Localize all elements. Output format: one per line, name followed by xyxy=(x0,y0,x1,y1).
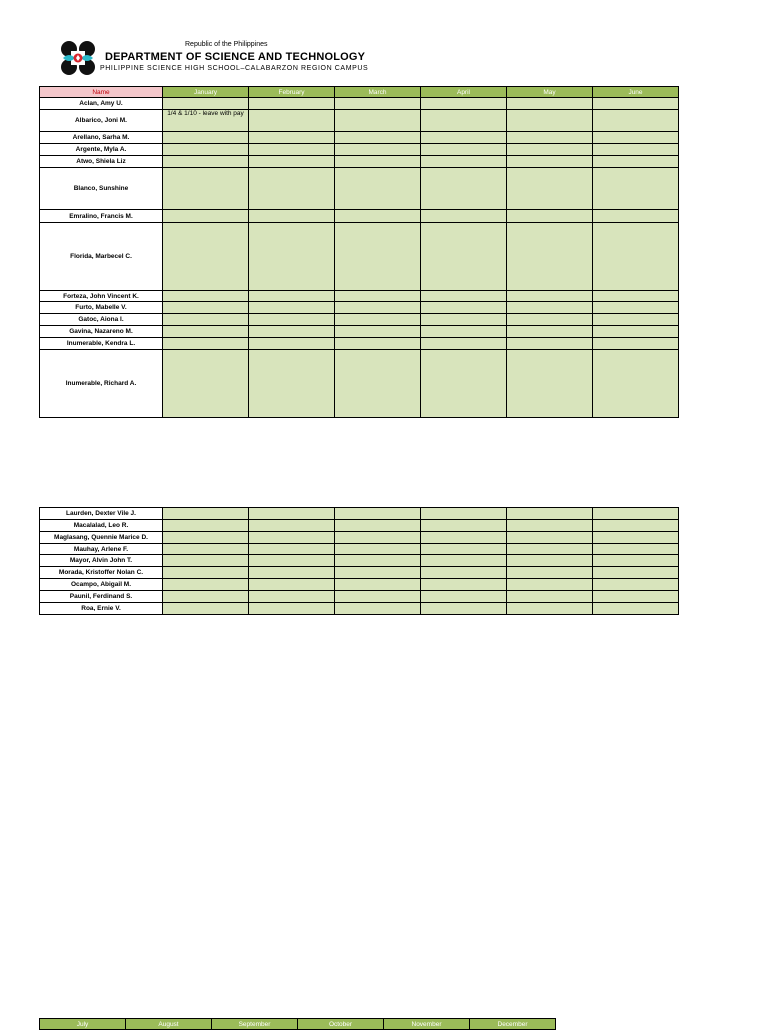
employee-name: Mauhay, Arlene F. xyxy=(40,544,163,555)
month-cell[interactable] xyxy=(593,326,679,338)
month-cell[interactable] xyxy=(249,350,335,418)
month-cell[interactable] xyxy=(163,579,249,591)
month-cell[interactable] xyxy=(421,110,507,132)
month-cell[interactable] xyxy=(163,210,249,223)
month-cell[interactable] xyxy=(163,144,249,156)
month-cell[interactable] xyxy=(335,210,421,223)
employee-name: Albarico, Joni M. xyxy=(40,110,163,132)
month-cell[interactable] xyxy=(421,532,507,544)
employee-name: Argente, Myla A. xyxy=(40,144,163,156)
table-row xyxy=(40,326,679,338)
month-cell[interactable] xyxy=(335,603,421,615)
month-cell[interactable] xyxy=(249,508,335,520)
employee-name: Inumerable, Richard A. xyxy=(40,350,163,418)
month-cell[interactable] xyxy=(335,98,421,110)
table-row xyxy=(40,98,679,110)
month-cell[interactable] xyxy=(249,144,335,156)
employee-name: Macalalad, Leo R. xyxy=(40,520,163,532)
table-row xyxy=(40,156,679,168)
month-cell[interactable] xyxy=(593,520,679,532)
employee-name: Arellano, Sarha M. xyxy=(40,132,163,144)
month-cell[interactable] xyxy=(421,291,507,302)
name-column-header: Name xyxy=(40,87,163,98)
employee-name: Morada, Kristoffer Nolan C. xyxy=(40,567,163,579)
month-cell[interactable] xyxy=(593,350,679,418)
attendance-table-second-half-header xyxy=(39,1018,556,1030)
table-row xyxy=(40,314,679,326)
attendance-table-main xyxy=(39,86,679,418)
month-cell[interactable] xyxy=(335,350,421,418)
month-cell[interactable] xyxy=(249,210,335,223)
table-row xyxy=(40,302,679,314)
employee-name: Florida, Marbecel C. xyxy=(40,223,163,291)
month-cell[interactable]: 1/4 & 1/10 - leave with pay xyxy=(163,110,249,132)
employee-name: Mayor, Alvin John T. xyxy=(40,555,163,567)
month-cell[interactable] xyxy=(593,302,679,314)
month-header: October xyxy=(298,1019,384,1030)
document-header xyxy=(60,38,380,78)
month-cell[interactable] xyxy=(163,338,249,350)
table-row xyxy=(40,555,679,567)
employee-name: Emralino, Francis M. xyxy=(40,210,163,223)
month-cell[interactable] xyxy=(421,603,507,615)
month-cell[interactable] xyxy=(593,555,679,567)
month-header: March xyxy=(335,87,421,98)
table-row xyxy=(40,567,679,579)
month-cell[interactable] xyxy=(335,110,421,132)
employee-name: Inumerable, Kendra L. xyxy=(40,338,163,350)
table-row xyxy=(40,338,679,350)
month-cell[interactable] xyxy=(249,302,335,314)
month-cell[interactable] xyxy=(507,567,593,579)
month-cell[interactable] xyxy=(335,302,421,314)
month-cell[interactable] xyxy=(249,532,335,544)
month-cell[interactable] xyxy=(507,132,593,144)
table-row xyxy=(40,144,679,156)
month-cell[interactable] xyxy=(249,110,335,132)
employee-name: Roa, Ernie V. xyxy=(40,603,163,615)
month-cell[interactable] xyxy=(163,532,249,544)
month-cell[interactable] xyxy=(163,350,249,418)
month-cell[interactable] xyxy=(249,314,335,326)
month-cell[interactable] xyxy=(249,567,335,579)
month-cell[interactable] xyxy=(335,544,421,555)
month-cell[interactable] xyxy=(163,132,249,144)
month-cell[interactable] xyxy=(507,520,593,532)
month-cell[interactable] xyxy=(593,532,679,544)
employee-name: Forteza, John Vincent K. xyxy=(40,291,163,302)
table-row xyxy=(40,532,679,544)
month-cell[interactable] xyxy=(163,520,249,532)
month-cell[interactable] xyxy=(593,132,679,144)
month-cell[interactable] xyxy=(593,338,679,350)
month-cell[interactable] xyxy=(507,579,593,591)
month-cell[interactable] xyxy=(249,223,335,291)
table-row xyxy=(40,110,679,132)
month-cell[interactable] xyxy=(593,210,679,223)
month-cell[interactable] xyxy=(249,156,335,168)
month-cell[interactable] xyxy=(163,156,249,168)
month-header: September xyxy=(212,1019,298,1030)
month-cell[interactable] xyxy=(421,210,507,223)
month-cell[interactable] xyxy=(249,326,335,338)
month-cell[interactable] xyxy=(335,132,421,144)
month-cell[interactable] xyxy=(335,168,421,210)
month-cell[interactable] xyxy=(421,98,507,110)
month-header-row xyxy=(40,87,679,98)
month-cell[interactable] xyxy=(507,314,593,326)
month-cell[interactable] xyxy=(593,168,679,210)
month-cell[interactable] xyxy=(335,144,421,156)
month-cell[interactable] xyxy=(249,579,335,591)
month-cell[interactable] xyxy=(421,144,507,156)
month-cell[interactable] xyxy=(421,156,507,168)
employee-name: Gavina, Nazareno M. xyxy=(40,326,163,338)
month-cell[interactable] xyxy=(507,156,593,168)
month-cell[interactable] xyxy=(163,291,249,302)
month-cell[interactable] xyxy=(507,110,593,132)
month-cell[interactable] xyxy=(507,144,593,156)
month-cell[interactable] xyxy=(335,338,421,350)
month-cell[interactable] xyxy=(421,314,507,326)
month-cell[interactable] xyxy=(507,544,593,555)
month-header: November xyxy=(384,1019,470,1030)
month-cell[interactable] xyxy=(335,532,421,544)
month-cell[interactable] xyxy=(507,302,593,314)
month-cell[interactable] xyxy=(163,544,249,555)
month-cell[interactable] xyxy=(421,350,507,418)
month-cell[interactable] xyxy=(335,326,421,338)
month-cell[interactable] xyxy=(163,326,249,338)
month-cell[interactable] xyxy=(335,520,421,532)
table-row xyxy=(40,579,679,591)
month-cell[interactable] xyxy=(249,98,335,110)
month-cell[interactable] xyxy=(593,579,679,591)
month-cell[interactable] xyxy=(593,544,679,555)
month-cell[interactable] xyxy=(507,350,593,418)
employee-name: Atwo, Shiela Liz xyxy=(40,156,163,168)
month-cell[interactable] xyxy=(249,591,335,603)
month-cell[interactable] xyxy=(593,591,679,603)
month-cell[interactable] xyxy=(507,532,593,544)
table-row xyxy=(40,210,679,223)
month-cell[interactable] xyxy=(507,591,593,603)
month-cell[interactable] xyxy=(421,544,507,555)
month-cell[interactable] xyxy=(593,223,679,291)
month-cell[interactable] xyxy=(163,302,249,314)
month-cell[interactable] xyxy=(507,98,593,110)
month-header: December xyxy=(470,1019,556,1030)
table-row xyxy=(40,168,679,210)
month-cell[interactable] xyxy=(507,555,593,567)
month-cell[interactable] xyxy=(507,326,593,338)
table-row xyxy=(40,520,679,532)
month-cell[interactable] xyxy=(421,591,507,603)
month-cell[interactable] xyxy=(507,508,593,520)
month-cell[interactable] xyxy=(249,603,335,615)
month-cell[interactable] xyxy=(335,591,421,603)
month-cell[interactable] xyxy=(421,555,507,567)
month-cell[interactable] xyxy=(249,520,335,532)
month-cell[interactable] xyxy=(249,555,335,567)
month-cell[interactable] xyxy=(249,544,335,555)
month-cell[interactable] xyxy=(593,156,679,168)
employee-name: Ocampo, Abigail M. xyxy=(40,579,163,591)
table-row xyxy=(40,350,679,418)
month-cell[interactable] xyxy=(421,168,507,210)
month-cell[interactable] xyxy=(421,520,507,532)
month-cell[interactable] xyxy=(507,210,593,223)
month-cell[interactable] xyxy=(421,508,507,520)
table-row xyxy=(40,291,679,302)
month-cell[interactable] xyxy=(593,314,679,326)
month-cell[interactable] xyxy=(163,98,249,110)
table-row xyxy=(40,544,679,555)
pshs-logo-icon xyxy=(60,40,96,76)
month-cell[interactable] xyxy=(593,603,679,615)
campus-subtitle: PHILIPPINE SCIENCE HIGH SCHOOL–CALABARZON REGION CAMPUS xyxy=(100,65,369,72)
month-header: April xyxy=(421,87,507,98)
month-cell[interactable] xyxy=(421,579,507,591)
employee-name: Maglasang, Quennie Marice D. xyxy=(40,532,163,544)
month-cell[interactable] xyxy=(507,168,593,210)
month-cell[interactable] xyxy=(507,338,593,350)
month-cell[interactable] xyxy=(163,591,249,603)
month-cell[interactable] xyxy=(421,326,507,338)
employee-name: Aclan, Amy U. xyxy=(40,98,163,110)
month-cell[interactable] xyxy=(163,603,249,615)
month-cell[interactable] xyxy=(163,168,249,210)
month-cell[interactable] xyxy=(593,508,679,520)
employee-name: Laurden, Dexter Vile J. xyxy=(40,508,163,520)
employee-name: Blanco, Sunshine xyxy=(40,168,163,210)
month-cell[interactable] xyxy=(163,223,249,291)
month-cell[interactable] xyxy=(335,567,421,579)
table-row xyxy=(40,132,679,144)
month-header: January xyxy=(163,87,249,98)
month-header: May xyxy=(507,87,593,98)
month-cell[interactable] xyxy=(335,314,421,326)
month-cell[interactable] xyxy=(421,338,507,350)
republic-label: Republic of the Philippines xyxy=(185,41,268,48)
month-cell[interactable] xyxy=(593,567,679,579)
month-cell[interactable] xyxy=(593,98,679,110)
month-cell[interactable] xyxy=(249,132,335,144)
month-cell[interactable] xyxy=(593,291,679,302)
table-row xyxy=(40,508,679,520)
month-cell[interactable] xyxy=(249,168,335,210)
month-cell[interactable] xyxy=(163,314,249,326)
month-cell[interactable] xyxy=(421,223,507,291)
month-cell[interactable] xyxy=(335,579,421,591)
month-header: August xyxy=(126,1019,212,1030)
department-title: DEPARTMENT OF SCIENCE AND TECHNOLOGY xyxy=(105,51,366,63)
month-cell[interactable] xyxy=(507,223,593,291)
employee-name: Paunil, Ferdinand S. xyxy=(40,591,163,603)
table-row xyxy=(40,603,679,615)
month-cell[interactable] xyxy=(335,555,421,567)
employee-name: Furto, Mabelle V. xyxy=(40,302,163,314)
month-cell[interactable] xyxy=(593,144,679,156)
month-cell[interactable] xyxy=(335,508,421,520)
month-cell[interactable] xyxy=(163,508,249,520)
month-cell[interactable] xyxy=(335,291,421,302)
month-cell[interactable] xyxy=(421,132,507,144)
month-cell[interactable] xyxy=(335,156,421,168)
month-header: February xyxy=(249,87,335,98)
table-row xyxy=(40,591,679,603)
month-cell[interactable] xyxy=(249,291,335,302)
month-cell[interactable] xyxy=(421,567,507,579)
attendance-table-secondary xyxy=(39,507,679,615)
table-row xyxy=(40,223,679,291)
month-cell[interactable] xyxy=(163,567,249,579)
month-cell[interactable] xyxy=(249,338,335,350)
month-cell[interactable] xyxy=(507,603,593,615)
month-cell[interactable] xyxy=(421,302,507,314)
employee-name: Gatoc, Aiona I. xyxy=(40,314,163,326)
month-cell[interactable] xyxy=(593,110,679,132)
month-cell[interactable] xyxy=(507,291,593,302)
month-header: June xyxy=(593,87,679,98)
month-header: July xyxy=(40,1019,126,1030)
month-cell[interactable] xyxy=(335,223,421,291)
month-cell[interactable] xyxy=(163,555,249,567)
